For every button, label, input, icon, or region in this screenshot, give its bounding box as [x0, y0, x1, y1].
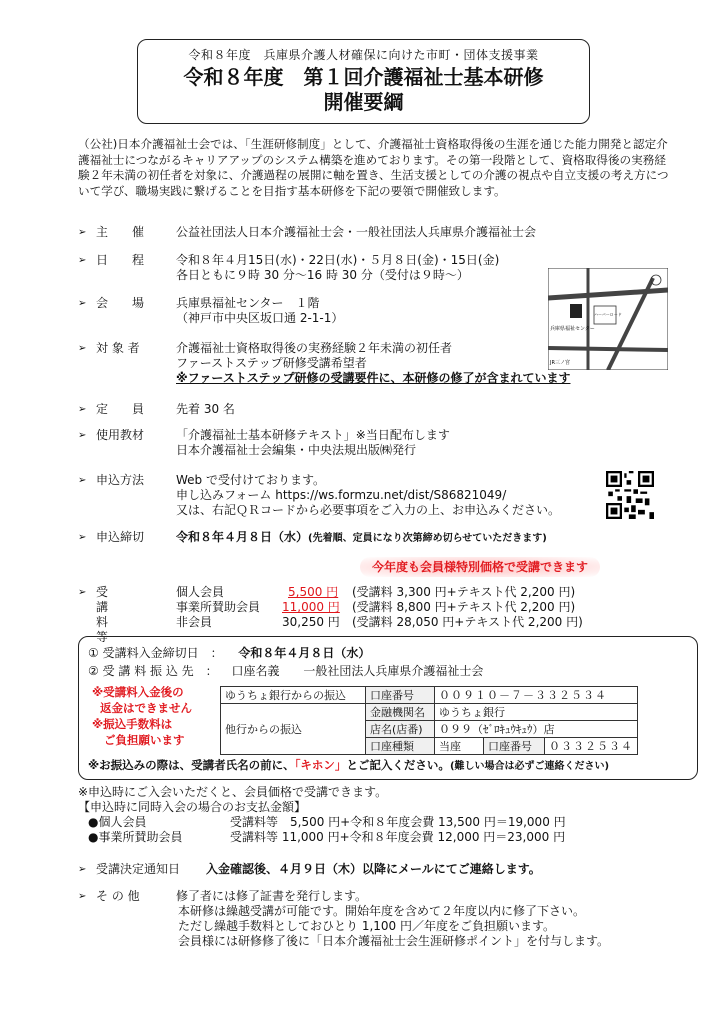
fee-price-nonmember: 30,250 円: [282, 615, 340, 629]
arrow-icon: ➢: [78, 404, 87, 415]
membership-heading: 【申込時に同時入会の場合のお支払金額】: [78, 800, 307, 814]
branch-name: ０９９（ｾﾞﾛｷｭｳｷｭｳ）店: [435, 721, 638, 738]
deadline-date: 令和８年４月８日（水）: [176, 530, 309, 544]
event-title-2: 開催要綱: [323, 90, 404, 114]
account-name: 一般社団法人兵庫県介護福祉士会: [303, 664, 484, 678]
payment-warnings: ※受講料入金後の 返金はできません ※振込手数料は ご負担願います: [92, 685, 192, 747]
arrow-icon: ➢: [78, 298, 87, 309]
membership-note: ※申込時にご入会いただくと、会員価格で受講できます。: [78, 785, 388, 799]
requirement-note: ※ファーストステップ研修の受講要件に、本研修の修了が含まれています: [176, 371, 571, 385]
other-account-number: ０３３２５３４: [545, 738, 638, 755]
arrow-icon: ➢: [78, 587, 87, 598]
payment-deadline: 令和８年４月８日（水）: [238, 646, 371, 660]
intro-paragraph: （公社)日本介護福祉士会では、「生涯研修制度」として、介護福祉士資格取得後の生涯を通じた能力開発と認定介護福祉士につながるキャリアアップのシステム構築を進めております。その第一段階として、資格取得後の実務経験２年未満の初任者を対象に、介護過程の展開に軸を置き、生活支援としての介護の視点や自立支援の考え方について学び、職場実践に繋げることを目指す基本研修を下記の要領で開催致します。: [78, 137, 669, 198]
bank-table: ゆうちょ銀行からの振込 口座番号 ００９１０－７－３３２５３４ 他行からの振込 金融機関名 ゆうちょ銀行 店名(店番) ０９９（ｾﾞﾛｷｭｳｷｭｳ）店 口座種類 当座 口座番号 ０３３２５３４: [220, 686, 638, 755]
yucho-account-number: ００９１０－７－３３２５３４: [435, 687, 638, 704]
fee-price-member: 5,500 円: [288, 585, 339, 599]
special-price-banner: 今年度も会員様特別価格で受講できます: [360, 557, 600, 577]
form-url[interactable]: 申し込みフォーム https://ws.formzu.net/dist/S86821049/: [176, 488, 507, 502]
map-label-station: JR三ノ宮: [550, 360, 570, 366]
arrow-icon: ➢: [78, 891, 87, 902]
deadline-note: (先着順、定員になり次第締め切らせていただきます): [308, 533, 547, 544]
arrow-icon: ➢: [78, 864, 87, 875]
payment-note: ※お振込みの際は、受講者氏名の前に、「キホン」とご記入ください。(難しい場合は必ずご連絡ください): [88, 758, 610, 772]
event-subtitle: 令和８年度 兵庫県介護人材確保に向けた市町・団体支援事業: [188, 48, 539, 62]
map-label-road: ハーバーロード: [594, 312, 622, 317]
title-box: [137, 39, 590, 124]
arrow-icon: ➢: [78, 475, 87, 486]
event-title: 令和８年度 第１回介護福祉士基本研修: [183, 65, 544, 89]
fee-price-corporate: 11,000 円: [282, 600, 340, 614]
arrow-icon: ➢: [78, 532, 87, 543]
arrow-icon: ➢: [78, 343, 87, 354]
arrow-icon: ➢: [78, 430, 87, 441]
qr-code[interactable]: [606, 471, 654, 519]
map-label-venue: 兵庫県福祉センター: [550, 326, 595, 332]
arrow-icon: ➢: [78, 255, 87, 266]
arrow-icon: ➢: [78, 227, 87, 238]
